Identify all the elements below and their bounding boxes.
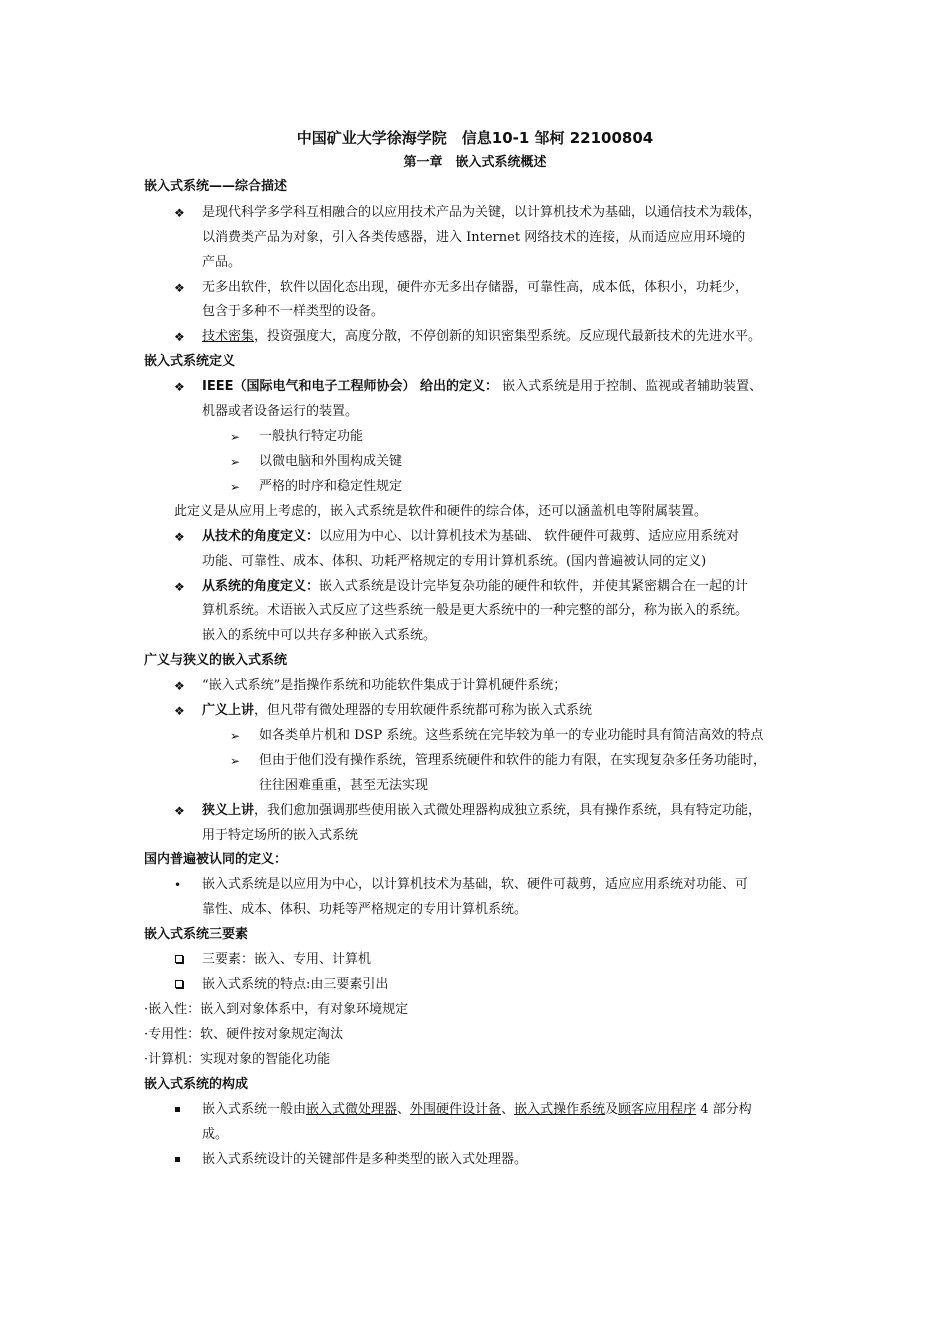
underlined-term: 嵌入式微处理器 [306, 1102, 398, 1117]
section-heading-domestic-definition: 国内普遍被认同的定义： [144, 852, 288, 867]
checkbox-bullet-icon [175, 955, 183, 963]
arrow-bullet-icon: ➢ [230, 729, 241, 743]
paragraph-line [202, 578, 748, 596]
arrow-bullet-icon: ➢ [230, 754, 241, 768]
paragraph-line: 嵌入式系统设计的关键部件是多种类型的嵌入式处理器。 [202, 1152, 528, 1167]
paragraph-line [202, 802, 761, 820]
section-heading-broad-narrow: 广义与狭义的嵌入式系统 [144, 653, 288, 668]
diamond-bullet-icon: ❖ [174, 804, 185, 818]
paragraph-line: ·专用性：软、硬件按对象规定淘汰 [144, 1027, 344, 1042]
diamond-bullet-icon: ❖ [174, 580, 185, 594]
section-heading-definition: 嵌入式系统定义 [144, 354, 236, 369]
document-title: 中国矿业大学徐海学院 信息10-1 邹柯 22100804 [296, 129, 654, 147]
paragraph-line: ·计算机：实现对象的智能化功能 [144, 1052, 331, 1067]
diamond-bullet-icon: ❖ [174, 330, 185, 344]
chapter-title: 第一章 嵌入式系统概述 [403, 155, 547, 170]
sub-item: 如各类单片机和 DSP 系统。这些系统在完毕较为单一的专业功能时具有简洁高效的特点 [259, 728, 764, 743]
paragraph-text: 嵌入式系统是用于控制、监视或者辅助装置、 [498, 379, 763, 394]
diamond-bullet-icon: ❖ [174, 679, 185, 693]
square-bullet-icon [175, 1157, 180, 1162]
diamond-bullet-icon: ❖ [174, 530, 185, 544]
underlined-term: 外围硬件设计备 [410, 1102, 502, 1117]
paragraph-text: ，我们愈加强调那些使用嵌入式微处理器构成独立系统，具有操作系统，具有特定功能， [254, 803, 762, 818]
diamond-bullet-icon: ❖ [174, 281, 185, 295]
diamond-bullet-icon: ❖ [174, 206, 185, 220]
sub-item: 严格的时序和稳定性规定 [259, 479, 403, 494]
paragraph-line: 产品。 [202, 255, 242, 270]
paragraph-text: 以应用为中心、以计算机技术为基础、 软件硬件可裁剪、适应应用系统对 [319, 529, 740, 544]
paragraph-line: 嵌入式系统是以应用为中心，以计算机技术为基础，软、硬件可裁剪，适应应用系统对功能、可 [202, 877, 749, 892]
paragraph-line [202, 378, 762, 396]
paragraph-text: 嵌入式系统是设计完毕复杂功能的硬件和软件，并使其紧密耦合在一起的计 [319, 579, 749, 594]
paragraph-text: 4 部分构 [696, 1102, 752, 1117]
arrow-bullet-icon: ➢ [230, 480, 241, 494]
paragraph-text: ，但凡带有微处理器的专用软硬件系统都可称为嵌入式系统 [254, 703, 593, 718]
bold-lead: 狭义上讲 [202, 803, 255, 818]
square-bullet-icon [175, 1107, 180, 1112]
bold-lead: 广义上讲 [202, 703, 255, 718]
paragraph-line: 包含于多种不一样类型的设备。 [202, 304, 385, 319]
paragraph-line: 成。 [202, 1127, 229, 1142]
paragraph-line: 是现代科学多学科互相融合的以应用技术产品为关键，以计算机技术为基础，以通信技术为载体， [202, 205, 762, 220]
paragraph-line: 算机系统。术语嵌入式反应了这些系统一般是更大系统中的一种完整的部分，称为嵌入的系统。 [202, 603, 749, 618]
diamond-bullet-icon: ❖ [174, 704, 185, 718]
sub-item: 往往困难重重，甚至无法实现 [259, 778, 429, 793]
paragraph-text: 嵌入式系统一般由 [202, 1102, 307, 1117]
bold-lead: IEEE（国际电气和电子工程师协会） 给出的定义： [202, 379, 499, 394]
paragraph-line [202, 1101, 752, 1119]
paragraph-line: 三要素：嵌入、专用、计算机 [202, 952, 372, 967]
paragraph-text: 、 [501, 1102, 515, 1117]
sub-item: 但由于他们没有操作系统，管理系统硬件和软件的能力有限，在实现复杂多任务功能时， [259, 753, 767, 768]
bold-lead: 从技术的角度定义： [202, 529, 320, 544]
bold-lead: 从系统的角度定义： [202, 579, 320, 594]
paragraph-line: “嵌入式系统”是指操作系统和功能软件集成于计算机硬件系统； [202, 678, 567, 693]
underlined-term: 顾客应用程序 [618, 1102, 697, 1117]
paragraph-line: 此定义是从应用上考虑的，嵌入式系统是软件和硬件的综合体，还可以涵盖机电等附属装置。 [174, 504, 708, 519]
paragraph-line: 嵌入的系统中可以共存多种嵌入式系统。 [202, 628, 437, 643]
checkbox-bullet-icon [175, 980, 183, 988]
paragraph-line: 嵌入式系统的特点:由三要素引出 [202, 977, 389, 992]
arrow-bullet-icon: ➢ [230, 430, 241, 444]
sub-item: 以微电脑和外围构成关键 [259, 454, 403, 469]
paragraph-line: 功能、可靠性、成本、体积、功耗严格规定的专用计算机系统。(国内普遍被认同的定义) [202, 554, 707, 569]
paragraph-line: 机器或者设备运行的装置。 [202, 404, 359, 419]
paragraph-text: ，投资强度大，高度分散，不停创新的知识密集型系统。反应现代最新技术的先进水平。 [254, 329, 762, 344]
paragraph-line: 用于特定场所的嵌入式系统 [202, 828, 359, 843]
section-heading-composition: 嵌入式系统的构成 [144, 1077, 249, 1092]
paragraph-line: ·嵌入性：嵌入到对象体系中，有对象环境规定 [144, 1002, 409, 1017]
arrow-bullet-icon: ➢ [230, 455, 241, 469]
diamond-bullet-icon: ❖ [174, 380, 185, 394]
paragraph-line [202, 328, 761, 346]
section-heading-three-elements: 嵌入式系统三要素 [144, 927, 249, 942]
section-heading-overview: 嵌入式系统——综合描述 [144, 179, 288, 194]
paragraph-line: 以消费类产品为对象，引入各类传感器，进入 Internet 网络技术的连接，从而适应应用环境的 [202, 230, 746, 245]
underlined-term: 嵌入式操作系统 [514, 1102, 606, 1117]
dot-bullet-icon: • [174, 878, 182, 892]
sub-item: 一般执行特定功能 [259, 429, 364, 444]
paragraph-line [202, 528, 739, 546]
paragraph-line [202, 702, 592, 720]
paragraph-text: 及 [605, 1102, 619, 1117]
paragraph-line: 无多出软件，软件以固化态出现，硬件亦无多出存储器，可靠性高，成本低，体积小，功耗少， [202, 280, 749, 295]
underlined-term: 技术密集 [202, 329, 255, 344]
paragraph-line: 靠性、成本、体积、功耗等严格规定的专用计算机系统。 [202, 902, 528, 917]
paragraph-text: 、 [397, 1102, 411, 1117]
